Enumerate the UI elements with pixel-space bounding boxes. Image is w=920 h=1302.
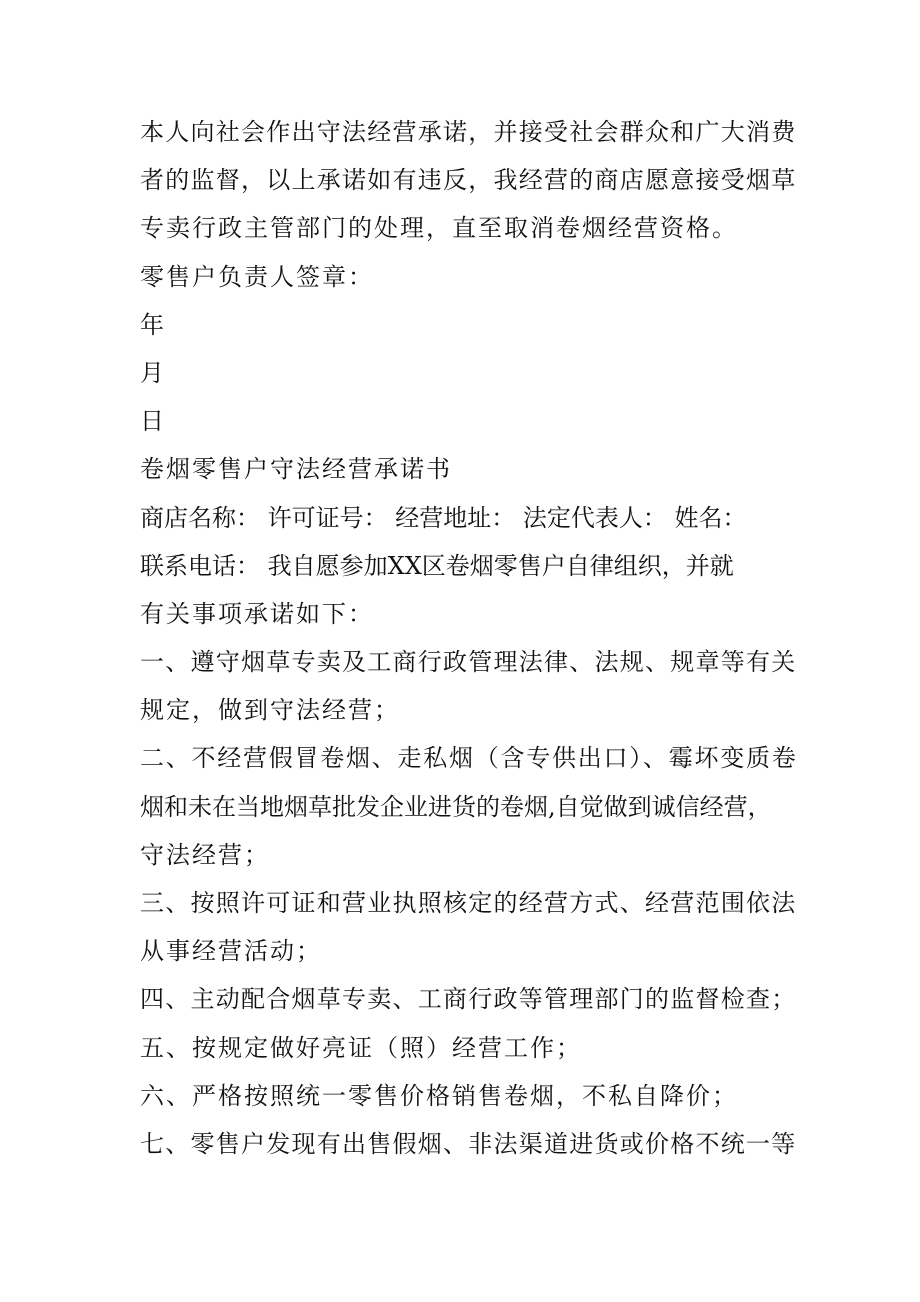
document-body: [140, 108, 800, 1168]
clause-6-line: 六、严格按照统一零售价格销售卷烟，不私自降价；: [140, 1081, 738, 1110]
clause-7-line-1: 七、零售户发现有出售假烟、非法渠道进货或价格不统一等: [140, 1129, 797, 1158]
document-heading: 卷烟零售户守法经营承诺书: [140, 455, 452, 484]
clause-3-line-1: 三、按照许可证和营业执照核定的经营方式、经营范围依法: [140, 889, 797, 917]
paragraph-line-2: 者的监督，以上承诺如有违反，我经营的商店愿意接受烟草: [140, 166, 797, 195]
signature-label: 零售户负责人签章：: [140, 262, 374, 291]
form-fields-line: 商店名称： 许可证号： 经营地址： 法定代表人： 姓名：: [140, 503, 747, 532]
intro-continuation: 有关事项承诺如下：: [140, 599, 374, 628]
clause-5-line: 五、按规定做好亮证（照）经营工作；: [140, 1033, 582, 1062]
date-day-label: 日: [140, 407, 166, 436]
clause-2-line-2: 烟和未在当地烟草批发企业进货的卷烟,自觉做到诚信经营，: [140, 792, 772, 821]
clause-2-line-1: 二、不经营假冒卷烟、走私烟（含专供出口）、霉坏变质卷: [140, 744, 798, 773]
paragraph-line-1: 本人向社会作出守法经营承诺，并接受社会群众和广大消费: [140, 118, 797, 146]
date-month-label: 月: [140, 358, 166, 387]
paragraph-line-3: 专卖行政主管部门的处理，直至取消卷烟经营资格。: [140, 214, 738, 243]
clause-4-line: 四、主动配合烟草专卖、工商行政等管理部门的监督检查；: [140, 985, 797, 1014]
clause-2-line-3: 守法经营；: [140, 840, 270, 869]
contact-intro-line: 联系电话： 我自愿参加XX区卷烟零售户自律组织，并就: [140, 551, 734, 580]
date-year-label: 年: [140, 310, 166, 339]
clause-1-line-1: 一、遵守烟草专卖及工商行政管理法律、法规、规章等有关: [140, 648, 797, 677]
clause-1-line-2: 规定，做到守法经营；: [140, 696, 400, 725]
clause-3-line-2: 从事经营活动；: [140, 937, 322, 966]
